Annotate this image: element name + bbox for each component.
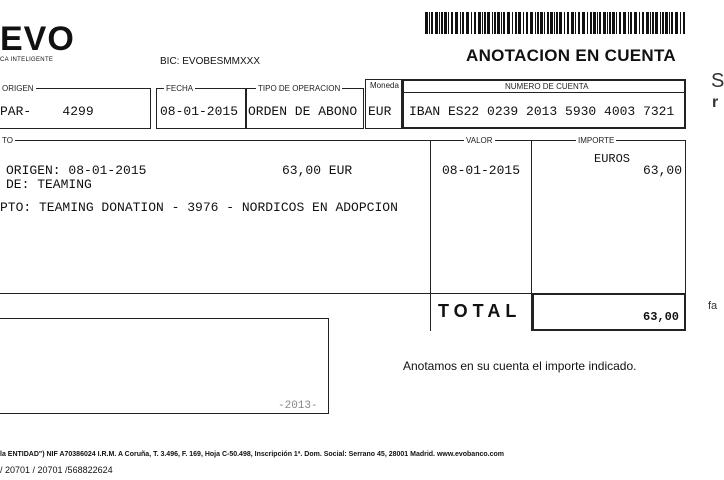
importe-label: IMPORTE	[578, 136, 615, 145]
right-margin-s: S	[711, 70, 724, 92]
total-label: TOTAL	[438, 301, 522, 321]
detail-line-1-amount: 63,00 EUR	[282, 163, 353, 178]
importe-value: 63,00	[643, 163, 683, 178]
currency-label: EUROS	[594, 152, 631, 166]
detail-line-1: ORIGEN: 08-01-2015	[6, 163, 147, 178]
origen-label: ORIGEN	[2, 84, 34, 93]
detail-line-3: PTO: TEAMING DONATION - 3976 - NORDICOS EN ADOPCION	[0, 200, 398, 215]
barcode-icon	[425, 12, 687, 34]
moneda-value: EUR	[368, 104, 392, 119]
cuenta-value: IBAN ES22 0239 2013 5930 4003 7321	[409, 104, 675, 119]
right-margin-fa: fa	[708, 300, 718, 312]
confirmation-message: Anotamos en su cuenta el importe indicado.	[403, 359, 637, 373]
cuenta-label-divider	[404, 92, 684, 93]
moneda-label: Moneda	[370, 81, 399, 90]
valor-label: VALOR	[466, 136, 493, 145]
fecha-label: FECHA	[166, 84, 194, 93]
origen-value: PAR- 4299	[0, 104, 94, 119]
signature-year: -2013-	[278, 400, 318, 412]
fecha-value: 08-01-2015	[160, 104, 239, 119]
valor-divider	[430, 140, 431, 331]
concepto-label: TO	[2, 136, 13, 145]
footer-code: / 20701 / 20701 /568822624	[0, 465, 113, 475]
brand-tagline: CA INTELIGENTE	[0, 57, 54, 63]
brand-logo: EVO	[0, 20, 75, 58]
footer-legal: la ENTIDAD") NIF A70386024 I.R.M. A Coruña, T. 3.496, F. 169, Hoja C-50.498, Inscripción 1ª. Dom. Social: Serrano 45, 28001 Madrid. www.evobanco.com	[0, 451, 504, 458]
tipo-label: TIPO DE OPERACION	[258, 84, 341, 93]
bic-code: BIC: EVOBESMMXXX	[160, 56, 261, 67]
detail-line-2: DE: TEAMING	[6, 177, 92, 192]
cuenta-label: NUMERO DE CUENTA	[505, 82, 589, 91]
valor-value: 08-01-2015	[442, 163, 521, 178]
right-margin-r: r	[712, 94, 719, 111]
document-title: ANOTACION EN CUENTA	[466, 46, 677, 65]
total-value: 63,00	[643, 310, 680, 324]
tipo-value: ORDEN DE ABONO	[248, 104, 358, 119]
